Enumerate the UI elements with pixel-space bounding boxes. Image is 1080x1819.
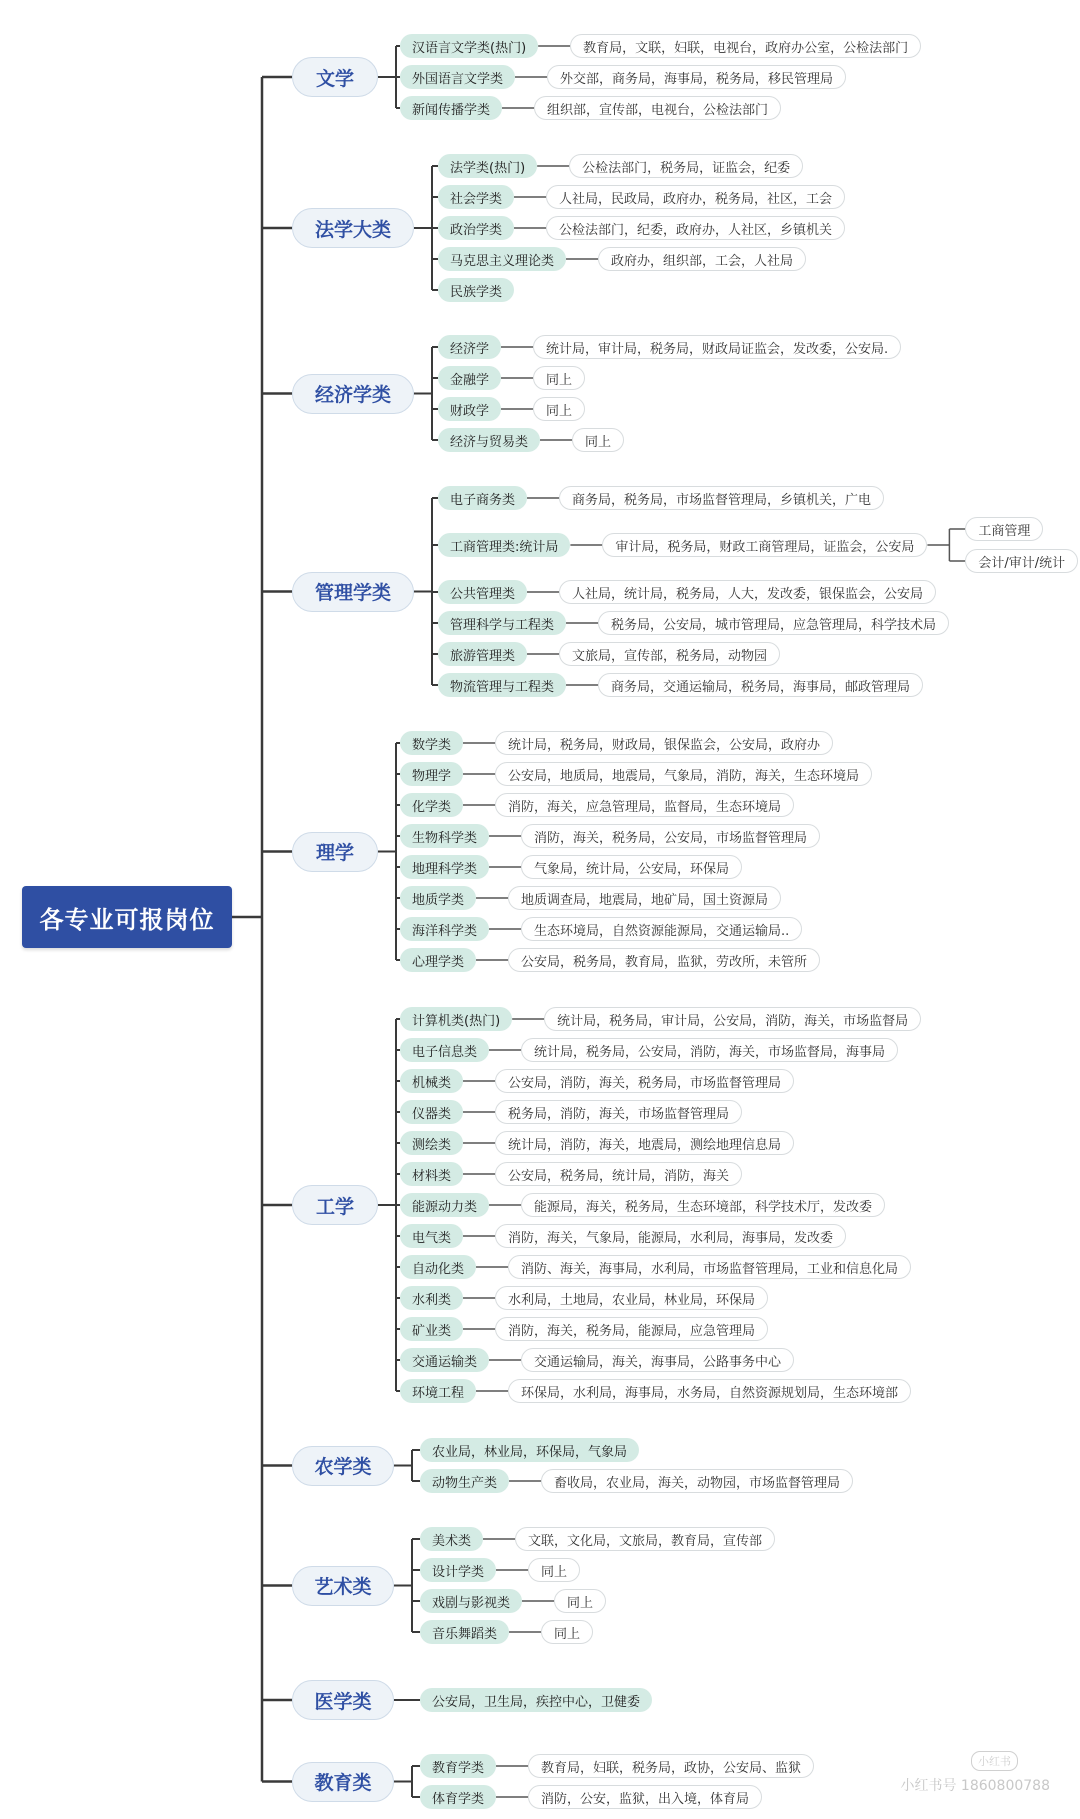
job-list[interactable]: 教育局，妇联，税务局，政协，公安局、监狱 xyxy=(528,1754,814,1778)
major-node[interactable]: 音乐舞蹈类 xyxy=(420,1620,509,1644)
major-node[interactable]: 地理科学类 xyxy=(400,855,489,879)
major-node[interactable]: 海洋科学类 xyxy=(400,917,489,941)
major-node[interactable]: 马克思主义理论类 xyxy=(438,247,566,271)
job-list[interactable]: 同上 xyxy=(528,1558,580,1582)
major-node[interactable]: 测绘类 xyxy=(400,1131,463,1155)
major-node[interactable]: 美术类 xyxy=(420,1527,483,1551)
root-node[interactable]: 各专业可报岗位 xyxy=(22,886,232,948)
job-list[interactable]: 同上 xyxy=(533,397,585,421)
job-list[interactable]: 同上 xyxy=(554,1589,606,1613)
job-list[interactable]: 能源局，海关，税务局，生态环境部，科学技术厅，发改委 xyxy=(521,1193,885,1217)
job-list[interactable]: 公检法部门，纪委，政府办，人社区，乡镇机关 xyxy=(546,216,845,240)
job-list[interactable]: 消防，海关，税务局，公安局，市场监督管理局 xyxy=(521,824,820,848)
major-node[interactable]: 生物科学类 xyxy=(400,824,489,848)
job-list[interactable]: 外交部，商务局，海事局，税务局，移民管理局 xyxy=(547,65,846,89)
category-node[interactable]: 工学 xyxy=(292,1185,378,1225)
major-node[interactable]: 民族学类 xyxy=(438,278,514,302)
job-list[interactable]: 同上 xyxy=(533,366,585,390)
watermark-logo: 小红书 xyxy=(971,1751,1018,1771)
category-node[interactable]: 教育类 xyxy=(292,1762,394,1802)
job-list[interactable]: 文联，文化局，文旅局，教育局，宣传部 xyxy=(515,1527,775,1551)
watermark-text: 小红书号 1860800788 xyxy=(900,1778,1050,1794)
job-list[interactable]: 水利局，土地局，农业局，林业局，环保局 xyxy=(495,1286,768,1310)
category-node[interactable]: 经济学类 xyxy=(292,374,414,414)
job-list[interactable]: 商务局，交通运输局，税务局，海事局，邮政管理局 xyxy=(598,673,923,697)
major-node[interactable]: 法学类(热门) xyxy=(438,154,537,178)
major-node[interactable]: 计算机类(热门) xyxy=(400,1007,512,1031)
major-node[interactable]: 金融学 xyxy=(438,366,501,390)
major-node[interactable]: 物流管理与工程类 xyxy=(438,673,566,697)
major-node[interactable]: 农业局，林业局，环保局，气象局 xyxy=(420,1438,639,1462)
job-list[interactable]: 人社局，统计局，税务局，人大，发改委，银保监会，公安局 xyxy=(559,580,936,604)
sub-node[interactable]: 工商管理 xyxy=(965,517,1043,541)
major-node[interactable]: 心理学类 xyxy=(400,948,476,972)
major-node[interactable]: 电子商务类 xyxy=(438,486,527,510)
job-list[interactable]: 统计局，消防，海关，地震局，测绘地理信息局 xyxy=(495,1131,794,1155)
category-node[interactable]: 文学 xyxy=(292,57,378,97)
category-node[interactable]: 法学大类 xyxy=(292,208,414,248)
category-node[interactable]: 医学类 xyxy=(292,1680,394,1720)
job-list[interactable]: 消防，海关，应急管理局，监督局，生态环境局 xyxy=(495,793,794,817)
major-node[interactable]: 电子信息类 xyxy=(400,1038,489,1062)
major-node[interactable]: 戏剧与影视类 xyxy=(420,1589,522,1613)
job-list[interactable]: 同上 xyxy=(572,428,624,452)
major-node[interactable]: 水利类 xyxy=(400,1286,463,1310)
job-list[interactable]: 教育局，文联，妇联，电视台，政府办公室，公检法部门 xyxy=(570,34,921,58)
job-list[interactable]: 交通运输局，海关，海事局，公路事务中心 xyxy=(521,1348,794,1372)
job-list[interactable]: 统计局，审计局，税务局，财政局证监会，发改委，公安局. xyxy=(533,335,901,359)
major-node[interactable]: 体育学类 xyxy=(420,1785,496,1809)
major-node[interactable]: 动物生产类 xyxy=(420,1469,509,1493)
category-node[interactable]: 艺术类 xyxy=(292,1566,394,1606)
job-list[interactable]: 人社局，民政局，政府办，税务局，社区，工会 xyxy=(546,185,845,209)
major-node[interactable]: 经济与贸易类 xyxy=(438,428,540,452)
major-node[interactable]: 新闻传播学类 xyxy=(400,96,502,120)
job-list[interactable]: 生态环境局，自然资源能源局，交通运输局.. xyxy=(521,917,802,941)
job-list[interactable]: 同上 xyxy=(541,1620,593,1644)
job-list[interactable]: 消防、海关，海事局，水利局，市场监督管理局，工业和信息化局 xyxy=(508,1255,911,1279)
job-list[interactable]: 公安局，消防，海关，税务局，市场监督管理局 xyxy=(495,1069,794,1093)
major-node[interactable]: 旅游管理类 xyxy=(438,642,527,666)
category-node[interactable]: 理学 xyxy=(292,832,378,872)
major-node[interactable]: 能源动力类 xyxy=(400,1193,489,1217)
job-list[interactable]: 审计局，税务局，财政工商管理局，证监会，公安局 xyxy=(602,533,927,557)
major-node[interactable]: 社会学类 xyxy=(438,185,514,209)
job-list[interactable]: 公安局，税务局，统计局，消防，海关 xyxy=(495,1162,742,1186)
category-node[interactable]: 管理学类 xyxy=(292,572,414,612)
job-list[interactable]: 公安局，税务局，教育局，监狱，劳改所，未管所 xyxy=(508,948,820,972)
job-list[interactable]: 消防，海关，税务局，能源局，应急管理局 xyxy=(495,1317,768,1341)
major-node[interactable]: 工商管理类:统计局 xyxy=(438,533,570,557)
job-list[interactable]: 商务局，税务局，市场监督管理局，乡镇机关，广电 xyxy=(559,486,884,510)
job-list[interactable]: 税务局，公安局，城市管理局，应急管理局，科学技术局 xyxy=(598,611,949,635)
major-node[interactable]: 电气类 xyxy=(400,1224,463,1248)
job-list[interactable]: 消防，公安，监狱，出入境，体育局 xyxy=(528,1785,762,1809)
job-list[interactable]: 统计局，税务局，审计局，公安局，消防，海关，市场监督局 xyxy=(544,1007,921,1031)
major-node[interactable]: 数学类 xyxy=(400,731,463,755)
job-list[interactable]: 组织部，宣传部，电视台，公检法部门 xyxy=(534,96,781,120)
job-list[interactable]: 环保局，水利局，海事局，水务局，自然资源规划局，生态环境部 xyxy=(508,1379,911,1403)
job-list[interactable]: 气象局，统计局，公安局，环保局 xyxy=(521,855,742,879)
major-node[interactable]: 自动化类 xyxy=(400,1255,476,1279)
major-node[interactable]: 设计学类 xyxy=(420,1558,496,1582)
major-node[interactable]: 汉语言文学类(热门) xyxy=(400,34,538,58)
job-list[interactable]: 统计局，税务局，财政局，银保监会，公安局，政府办 xyxy=(495,731,833,755)
major-node[interactable]: 化学类 xyxy=(400,793,463,817)
major-node[interactable]: 政治学类 xyxy=(438,216,514,240)
job-list[interactable]: 政府办，组织部，工会，人社局 xyxy=(598,247,806,271)
major-node[interactable]: 外国语言文学类 xyxy=(400,65,515,89)
major-node[interactable]: 矿业类 xyxy=(400,1317,463,1341)
job-list[interactable]: 消防，海关，气象局，能源局，水利局，海事局，发改委 xyxy=(495,1224,846,1248)
major-node[interactable]: 机械类 xyxy=(400,1069,463,1093)
job-list[interactable]: 文旅局，宣传部，税务局，动物园 xyxy=(559,642,780,666)
major-node[interactable]: 材料类 xyxy=(400,1162,463,1186)
category-node[interactable]: 农学类 xyxy=(292,1446,394,1486)
job-list[interactable]: 公安局，地质局，地震局，气象局，消防，海关，生态环境局 xyxy=(495,762,872,786)
job-list[interactable]: 统计局，税务局，公安局，消防，海关，市场监督局，海事局 xyxy=(521,1038,898,1062)
major-node[interactable]: 物理学 xyxy=(400,762,463,786)
major-node[interactable]: 公共管理类 xyxy=(438,580,527,604)
major-node[interactable]: 环境工程 xyxy=(400,1379,476,1403)
major-node[interactable]: 公安局，卫生局，疾控中心，卫健委 xyxy=(420,1688,652,1712)
job-list[interactable]: 畜收局，农业局，海关，动物园，市场监督管理局 xyxy=(541,1469,853,1493)
major-node[interactable]: 地质学类 xyxy=(400,886,476,910)
major-node[interactable]: 财政学 xyxy=(438,397,501,421)
major-node[interactable]: 交通运输类 xyxy=(400,1348,489,1372)
job-list[interactable]: 税务局，消防，海关，市场监督管理局 xyxy=(495,1100,742,1124)
job-list[interactable]: 地质调查局，地震局，地矿局，国土资源局 xyxy=(508,886,781,910)
job-list[interactable]: 公检法部门，税务局，证监会，纪委 xyxy=(569,154,803,178)
major-node[interactable]: 仪器类 xyxy=(400,1100,463,1124)
major-node[interactable]: 教育学类 xyxy=(420,1754,496,1778)
sub-node[interactable]: 会计/审计/统计 xyxy=(965,549,1078,573)
major-node[interactable]: 管理科学与工程类 xyxy=(438,611,566,635)
major-node[interactable]: 经济学 xyxy=(438,335,501,359)
